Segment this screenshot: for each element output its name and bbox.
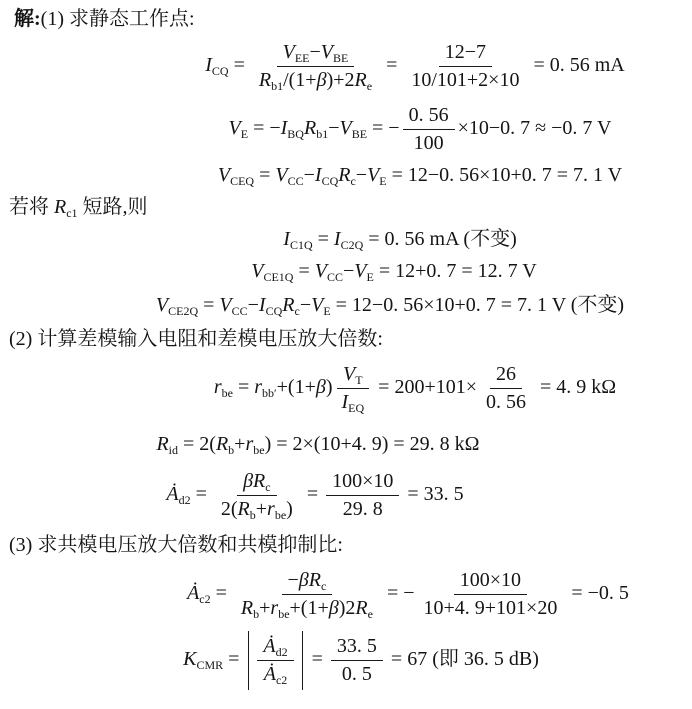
math-subscript: CQ	[211, 64, 229, 79]
equation-vce2q-body	[156, 292, 624, 318]
math-text: =	[198, 294, 220, 316]
math-variable: V	[228, 117, 241, 140]
math-subscript: be	[278, 606, 290, 621]
equation-ic12q-body	[283, 226, 516, 252]
equation-ad2	[12, 469, 684, 522]
fraction	[405, 40, 525, 93]
equation-vceq-body	[218, 162, 622, 188]
fraction	[235, 568, 379, 621]
rc1-short-circuit-note-body	[9, 194, 148, 220]
math-text: 29. 8	[342, 498, 383, 520]
math-subscript: c2	[275, 672, 288, 687]
math-text: = 200+101×	[373, 376, 478, 399]
math-subscript: E	[240, 127, 249, 142]
math-subscript: id	[168, 442, 178, 457]
math-text: =	[223, 648, 245, 671]
numerator	[403, 103, 455, 130]
fraction	[403, 103, 455, 156]
math-variable: V	[217, 164, 231, 186]
math-subscript: BQ	[287, 127, 304, 142]
math-text: /(1+	[283, 69, 317, 91]
equation-ad2-body	[166, 469, 463, 522]
solution-step3-heading: (3) 求共模电压放大倍数和共模抑制比:	[9, 534, 343, 556]
math-variable: V	[219, 294, 232, 316]
math-text: 33. 5	[336, 635, 377, 657]
math-text: 0. 5	[341, 663, 372, 685]
math-text: 短路,则	[77, 196, 148, 218]
math-text: −	[342, 260, 355, 282]
numerator	[439, 40, 492, 67]
math-subscript: CQ	[265, 303, 283, 318]
math-variable: I	[258, 294, 266, 316]
equation-ac2-body	[187, 568, 629, 621]
step1-title: (1) 求静态工作点:	[40, 8, 195, 30]
math-subscript: d2	[275, 644, 288, 659]
math-variable: I	[205, 54, 212, 77]
math-variable: R	[338, 164, 351, 186]
math-text: = −	[248, 117, 281, 140]
math-text: −	[303, 164, 315, 186]
numerator	[277, 40, 355, 67]
equation-kcmr-body	[183, 631, 539, 690]
math-variable: I	[341, 391, 349, 413]
math-variable: r	[270, 597, 279, 619]
math-text: ×10−0. 7 ≈ −0. 7 V	[457, 117, 612, 140]
math-subscript: E	[366, 269, 374, 284]
math-text: =	[210, 582, 232, 605]
fraction	[418, 568, 564, 621]
math-variable: K	[183, 648, 197, 671]
math-subscript: EE	[294, 50, 310, 65]
math-subscript: E	[323, 303, 331, 318]
math-text: +	[259, 597, 271, 619]
fraction	[331, 634, 383, 687]
math-variable: R	[237, 498, 250, 520]
math-text: = 12+0. 7 = 12. 7 V	[373, 260, 537, 282]
math-text: ) = 2×(10+4. 9) = 29. 8 kΩ	[264, 433, 480, 455]
math-text: =	[306, 648, 328, 671]
math-subscript: b	[249, 507, 256, 522]
math-variable: R	[354, 69, 367, 91]
denominator	[258, 661, 294, 687]
math-text: 100×10	[332, 470, 394, 492]
math-text: 若将	[9, 196, 54, 218]
denominator	[336, 389, 371, 415]
denominator	[215, 496, 299, 522]
math-text: =	[381, 54, 403, 77]
math-variable: r	[213, 376, 222, 399]
math-subscript: CC	[326, 269, 343, 284]
equation-vce1q	[12, 258, 684, 284]
equation-ic12q	[12, 226, 684, 252]
equation-vceq	[12, 162, 684, 188]
math-text: = 0. 56 mA	[528, 54, 625, 77]
math-variable: β	[298, 569, 309, 591]
math-text: =	[190, 483, 212, 506]
math-variable: β	[316, 69, 327, 91]
math-text: )2	[338, 597, 356, 619]
math-variable: R	[240, 597, 254, 619]
numerator	[337, 362, 369, 389]
math-variable: Ȧ	[263, 635, 276, 657]
math-variable: V	[367, 164, 380, 186]
math-subscript: CMR	[196, 658, 224, 673]
fraction	[480, 362, 532, 415]
equation-ve	[12, 103, 684, 156]
math-variable: R	[258, 69, 272, 91]
math-text: = −	[367, 117, 400, 140]
math-variable: V	[282, 41, 295, 63]
math-variable: R	[156, 433, 169, 455]
math-subscript: EQ	[348, 400, 365, 415]
math-subscript: BE	[332, 50, 349, 65]
math-subscript: b1	[316, 127, 329, 142]
math-text: =	[228, 54, 250, 77]
math-variable: R	[355, 597, 368, 619]
math-variable: V	[155, 294, 169, 316]
solution-step2-heading: (2) 计算差模输入电阻和差模电压放大倍数:	[9, 328, 383, 350]
math-text: = 33. 5	[402, 483, 464, 506]
math-subscript: bb′	[262, 386, 277, 401]
math-subscript: CQ	[321, 173, 339, 188]
math-variable: V	[275, 164, 288, 186]
denominator	[253, 67, 378, 93]
solution-label: 解:	[14, 8, 41, 30]
math-variable: β	[315, 376, 326, 399]
denominator	[418, 595, 564, 621]
math-text: −	[247, 294, 259, 316]
math-variable: Ȧ	[187, 582, 200, 605]
math-text: 0. 56	[408, 104, 449, 126]
math-variable: V	[354, 260, 367, 282]
math-variable: β	[328, 597, 339, 619]
math-text: 10/101+2×10	[411, 69, 520, 91]
equation-kcmr	[12, 631, 684, 690]
math-text: )	[286, 498, 293, 520]
math-subscript: c	[265, 479, 271, 494]
math-text: 10+4. 9+101×20	[423, 597, 558, 619]
math-variable: r	[267, 498, 275, 520]
math-subscript: CEQ	[230, 173, 255, 188]
math-text: 100	[413, 132, 444, 154]
math-variable: Ȧ	[166, 483, 179, 506]
math-text: )+2	[326, 69, 355, 91]
math-text: 26	[496, 363, 517, 385]
math-variable: R	[215, 433, 229, 455]
math-text: = 12−0. 56×10+0. 7 = 7. 1 V (不变)	[330, 294, 625, 316]
math-text: = −0. 5	[566, 582, 629, 605]
math-subscript: c2	[199, 592, 211, 607]
math-variable: r	[254, 376, 263, 399]
math-text: −	[328, 117, 340, 140]
math-variable: V	[320, 41, 333, 63]
fraction	[326, 469, 399, 522]
numerator	[490, 362, 522, 389]
math-subscript: c	[320, 578, 327, 593]
math-subscript: CE2Q	[168, 303, 199, 318]
math-text: 2(	[220, 498, 238, 520]
math-subscript: d2	[178, 493, 191, 508]
math-subscript: be	[253, 442, 265, 457]
equation-ve-body	[229, 103, 612, 156]
denominator	[408, 130, 450, 156]
math-subscript: C2Q	[340, 237, 364, 252]
math-variable: R	[303, 117, 317, 140]
math-text: )	[325, 376, 333, 399]
math-text: 0. 56	[486, 391, 527, 413]
math-text: = 0. 56 mA (不变)	[363, 228, 517, 250]
math-text: +(1+	[289, 597, 329, 619]
math-text: = 12−0. 56×10+0. 7 = 7. 1 V	[386, 164, 623, 186]
math-subscript: c1	[66, 205, 78, 220]
equation-vce2q	[12, 292, 684, 318]
math-subscript: c	[294, 303, 300, 318]
math-subscript: b	[253, 606, 260, 621]
math-variable: R	[54, 196, 67, 218]
math-subscript: be	[221, 386, 233, 401]
equation-vce1q-body	[251, 258, 537, 284]
math-subscript: e	[367, 606, 373, 621]
math-text: −	[287, 569, 299, 591]
math-subscript: CC	[287, 173, 304, 188]
math-subscript: CE1Q	[263, 269, 294, 284]
math-variable: V	[251, 260, 264, 282]
math-text: = −	[381, 582, 415, 605]
math-variable: V	[343, 363, 356, 385]
math-subscript: c	[350, 173, 356, 188]
math-variable: I	[283, 228, 290, 250]
denominator	[336, 661, 378, 687]
numerator	[326, 469, 399, 496]
denominator	[480, 389, 532, 415]
math-text: =	[312, 228, 334, 250]
math-variable: V	[311, 294, 324, 316]
math-variable: r	[245, 433, 254, 455]
equation-ac2	[12, 568, 684, 621]
rc1-short-circuit-note	[9, 194, 684, 220]
math-text: +	[234, 433, 246, 455]
fraction	[257, 634, 293, 687]
solution-step1-heading	[14, 6, 684, 32]
math-text: = 2(	[178, 433, 216, 455]
numerator	[257, 634, 293, 661]
equation-rid	[12, 431, 684, 457]
denominator	[235, 595, 379, 621]
math-text: = 4. 9 kΩ	[535, 376, 617, 399]
math-variable: V	[314, 260, 327, 282]
math-subscript: e	[366, 78, 373, 93]
math-text: 100×10	[459, 569, 522, 591]
math-text: =	[301, 483, 324, 506]
math-variable: I	[333, 228, 341, 250]
equation-rid-body	[156, 431, 479, 457]
math-variable: R	[253, 470, 266, 492]
math-text: 12−7	[444, 41, 487, 63]
math-text: +(1+	[276, 376, 316, 399]
numerator	[331, 634, 383, 661]
numerator	[282, 568, 333, 595]
math-subscript: T	[355, 372, 363, 387]
math-text: = 67 (即 36. 5 dB)	[385, 648, 539, 671]
math-text: +	[255, 498, 268, 520]
denominator	[405, 67, 525, 93]
math-text: =	[254, 164, 276, 186]
absolute-value-bars	[248, 631, 302, 690]
numerator	[237, 469, 277, 496]
math-variable: I	[280, 117, 288, 140]
equation-rbe-body	[214, 362, 616, 415]
equation-icq-body	[205, 40, 625, 93]
math-variable: R	[282, 294, 295, 316]
math-variable: β	[243, 470, 254, 492]
math-text: −	[309, 41, 321, 63]
numerator	[454, 568, 527, 595]
math-variable: Ȧ	[263, 663, 276, 685]
math-text: =	[293, 260, 315, 282]
math-variable: I	[314, 164, 322, 186]
math-subscript: BE	[351, 127, 368, 142]
equation-rbe	[12, 362, 684, 415]
denominator	[337, 496, 389, 522]
math-text: −	[355, 164, 368, 186]
math-text: −	[299, 294, 312, 316]
equation-icq	[12, 40, 684, 93]
math-subscript: C1Q	[289, 237, 313, 252]
math-subscript: b1	[271, 78, 284, 93]
math-subscript: b	[228, 442, 235, 457]
math-text: =	[232, 376, 255, 399]
math-subscript: CC	[231, 303, 248, 318]
math-subscript: E	[379, 173, 387, 188]
fraction	[336, 362, 371, 415]
math-subscript: be	[274, 507, 287, 522]
fraction	[215, 469, 299, 522]
fraction	[253, 40, 378, 93]
math-variable: R	[308, 569, 321, 591]
math-variable: V	[339, 117, 352, 140]
